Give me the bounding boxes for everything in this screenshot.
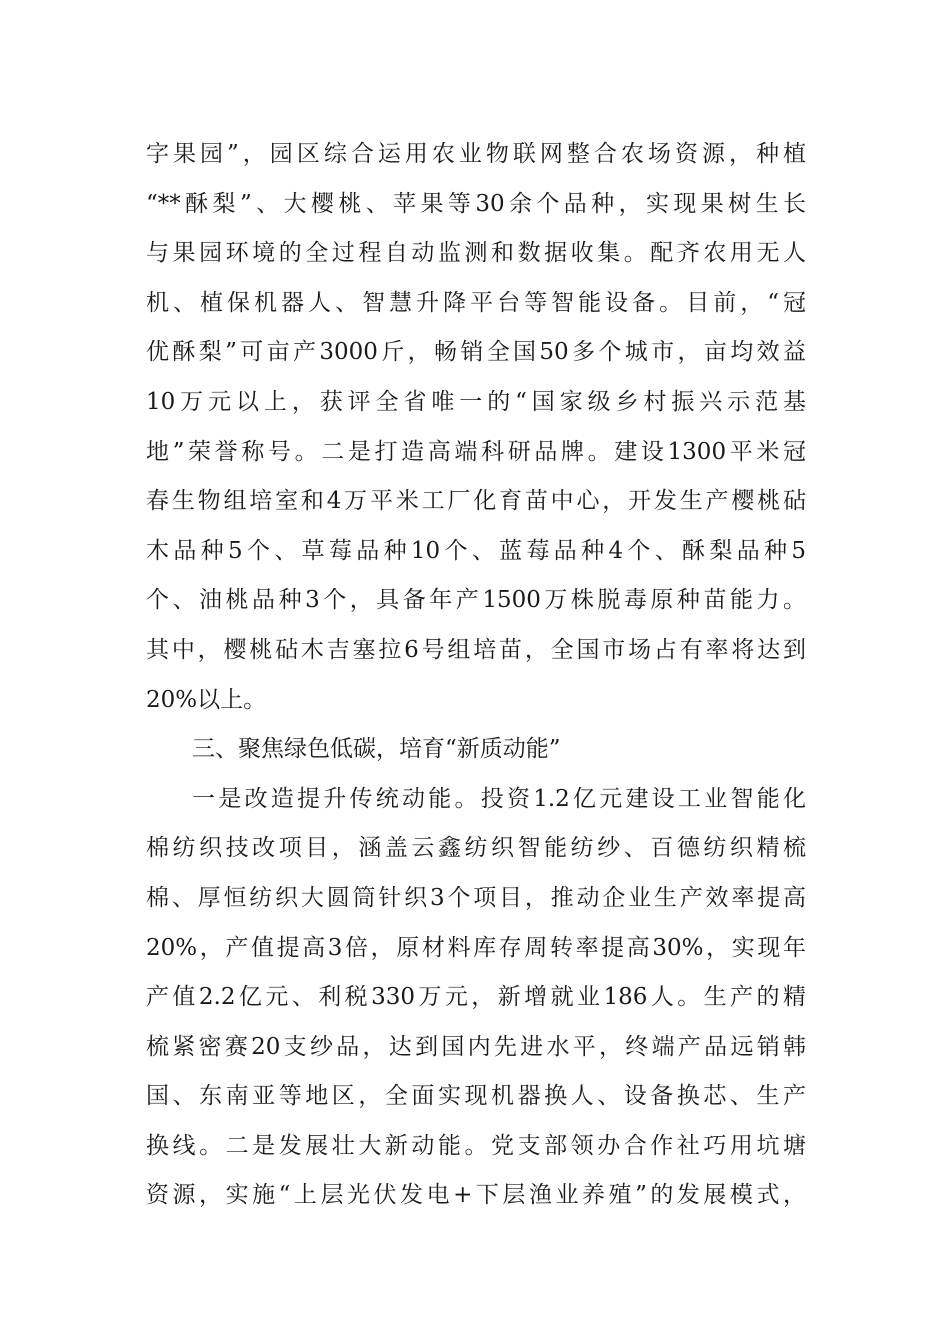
text-line: 机、植保机器人、智慧升降平台等智能设备。目前，“冠 [146, 289, 806, 316]
text-line: 春生物组培室和4万平米工厂化育苗中心，开发生产樱桃砧 [146, 488, 806, 515]
text-line: 资源，实施“上层光伏发电+下层渔业养殖”的发展模式， [146, 1182, 806, 1209]
text-line: 一是改造提升传统动能。投资1.2亿元建设工业智能化 [192, 785, 806, 812]
paragraph-2 [146, 775, 806, 1221]
paragraph-1 [146, 130, 806, 725]
text-line: 棉纺织技改项目，涵盖云鑫纺织智能纺纱、百德纺织精梳 [146, 835, 806, 862]
text-line: 20%，产值提高3倍，原材料库存周转率提高30%，实现年 [146, 934, 806, 961]
text-line: 10万元以上，获评全省唯一的“国家级乡村振兴示范基 [146, 388, 806, 415]
text-line: 地”荣誉称号。二是打造高端科研品牌。建设1300平米冠 [146, 438, 806, 465]
section-heading: 三、聚焦绿色低碳，培育“新质动能” [192, 736, 561, 763]
text-line: 梳紧密赛20支纱品，达到国内先进水平，终端产品远销韩 [146, 1033, 806, 1060]
text-line: 与果园环境的全过程自动监测和数据收集。配齐农用无人 [146, 240, 806, 267]
document-body [146, 130, 806, 1221]
text-line: 换线。二是发展壮大新动能。党支部领办合作社巧用坑塘 [146, 1132, 806, 1159]
text-line: 木品种5个、草莓品种10个、蓝莓品种4个、酥梨品种5 [146, 537, 806, 564]
text-line: 优酥梨”可亩产3000斤，畅销全国50多个城市，亩均效益 [146, 339, 806, 366]
text-line: 20%以上。 [146, 686, 267, 713]
text-line: 产值2.2亿元、利税330万元，新增就业186人。生产的精 [146, 984, 806, 1011]
text-line: 棉、厚恒纺织大圆筒针织3个项目，推动企业生产效率提高 [146, 884, 806, 911]
text-line: 其中，樱桃砧木吉塞拉6号组培苗，全国市场占有率将达到 [146, 636, 806, 663]
text-line: 国、东南亚等地区，全面实现机器换人、设备换芯、生产 [146, 1083, 806, 1110]
text-line: 个、油桃品种3个，具备年产1500万株脱毒原种苗能力。 [146, 587, 806, 614]
text-line: “**酥梨”、大樱桃、苹果等30余个品种，实现果树生长 [146, 190, 806, 217]
text-line: 字果园”，园区综合运用农业物联网整合农场资源，种植 [146, 141, 806, 167]
